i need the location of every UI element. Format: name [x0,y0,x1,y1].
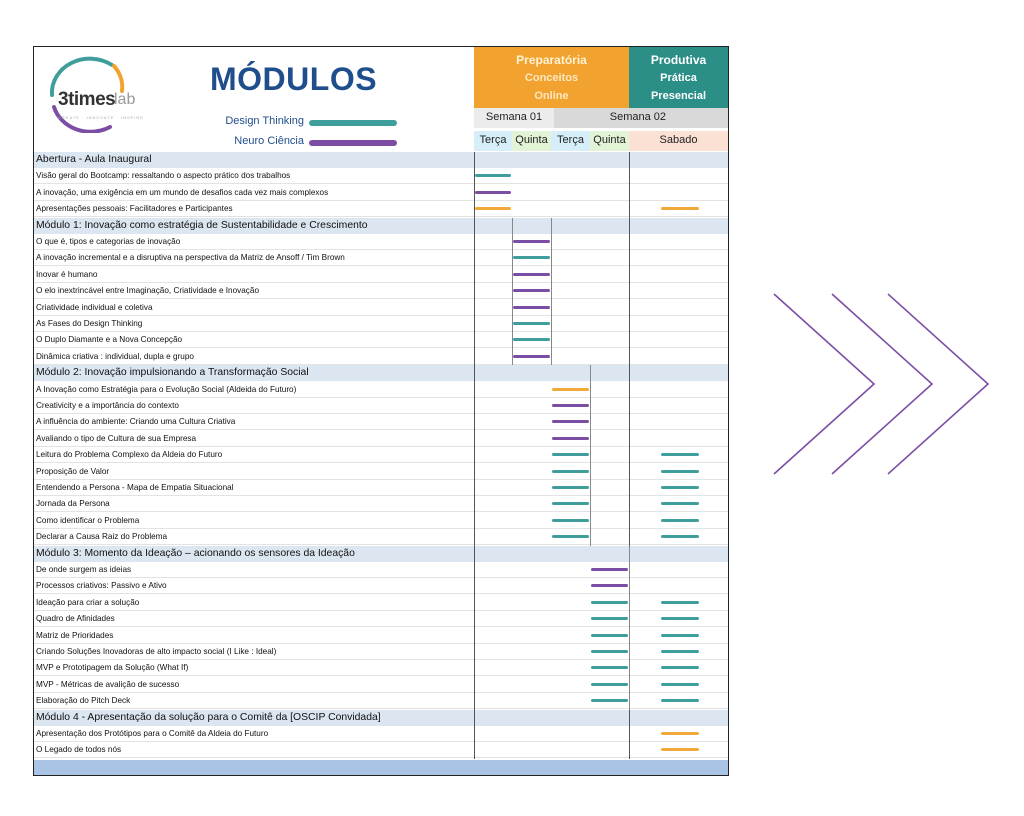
schedule-bar [661,486,699,489]
logo-text: 3times [58,89,116,110]
schedule-bar [661,683,699,686]
table-row [34,283,728,299]
activity-label: Avaliando o tipo de Cultura de sua Empresa [36,433,197,443]
column-divider [590,365,591,545]
schedule-bar [552,486,589,489]
logo-tagline: CREATE · INNOVATE · INSPIRE [58,115,144,120]
table-row [34,628,728,644]
table-row [34,644,728,660]
page-title: MÓDULOS [210,61,378,97]
schedule-bar [552,388,589,391]
activity-label: Apresentação dos Protótipos para o Comitê da Aldeia do Futuro [36,729,269,738]
activity-label: Visão geral do Bootcamp: ressaltando o aspecto prático dos trabalhos [36,171,291,181]
activity-label: A Inovação como Estratégia para o Evolução Social (Aldeida do Futuro) [36,384,297,394]
activity-label: De onde surgem as ideias [36,565,132,574]
activity-label: Elaboração do Pitch Deck [36,696,131,706]
schedule-bar [591,601,628,604]
schedule-bar [661,634,699,637]
table-row [34,349,728,365]
column-divider [551,218,552,366]
activity-label: Matriz de Prioridades [36,630,114,640]
schedule-bar [513,338,550,341]
schedule-bar [591,634,628,637]
table-row [34,300,728,316]
phase-prod-line2: Prática [660,72,697,84]
logo-suffix: lab [114,91,136,108]
table-row [34,185,728,201]
day-sabado: Sabado [629,131,728,151]
week-01-header: Semana 01 [474,108,554,128]
phase-produtiva [629,47,728,108]
schedule-bar [591,568,628,571]
table-row [34,496,728,512]
table-row [34,677,728,693]
section-row [34,546,728,562]
table-row [34,201,728,217]
table-row [34,529,728,545]
schedule-bar [661,617,699,620]
table-row [34,414,728,430]
activity-label: O Duplo Diamante e a Nova Concepção [36,335,183,345]
activity-label: Como identificar o Problema [36,515,140,525]
schedule-bar [552,420,589,423]
section-row [34,710,728,726]
activity-label: A inovação incremental e a disruptiva na perspectiva da Matriz de Ansoff / Tim Brown [36,253,345,263]
schedule-bar [661,470,699,473]
sheet-footer-bar [34,760,728,775]
table-row [34,578,728,594]
modules-schedule-sheet [33,46,729,776]
schedule-bar [661,453,699,456]
activity-label: Criando Soluções Inovadoras de alto impacto social (I Like : Ideal) [36,647,277,656]
day-quinta-2: Quinta [590,131,629,151]
activity-label: Entendendo a Persona - Mapa de Empatia Situacional [36,483,234,492]
schedule-bar [552,502,589,505]
activity-label: O elo inextrincável entre Imaginação, Criatividade e Inovação [36,286,260,296]
chevrons-decoration [770,290,1000,480]
schedule-bar [591,666,628,669]
phase-prod-line3: Presencial [650,90,707,102]
activity-label: Criatividade individual e coletiva [36,302,153,312]
schedule-bar [661,650,699,653]
activity-label: MVP e Prototipagem da Solução (What If) [36,663,189,673]
activity-label: Dinâmica criativa : individual, dupla e grupo [36,351,194,361]
schedule-bar [513,355,550,358]
schedule-bar [661,601,699,604]
column-divider [474,152,475,759]
activity-label: As Fases do Design Thinking [36,319,143,328]
schedule-bar [513,256,550,259]
phase-prod-line1: Produtiva [650,53,707,67]
table-row [34,693,728,709]
section-row [34,218,728,234]
schedule-bar [552,453,589,456]
day-terca-2: Terça [551,131,590,151]
section-row [34,365,728,381]
section-title: Módulo 2: Inovação impulsionando a Transformação Social [36,367,309,379]
schedule-bar [513,273,550,276]
table-row [34,447,728,463]
table-row [34,431,728,447]
day-quinta-1: Quinta [512,131,551,151]
activity-label: Apresentações pessoais: Facilitadores e Participantes [36,204,233,214]
activity-label: MVP - Métricas de avalição de sucesso [36,679,180,689]
table-row [34,660,728,676]
activity-label: A inovação, uma exigência em um mundo de desafios cada vez mais complexos [36,187,329,197]
schedule-bar [513,306,550,309]
section-title: Módulo 1: Inovação como estratégia de Sustentabilidade e Crescimento [36,219,368,231]
table-row [34,611,728,627]
table-row [34,562,728,578]
logo [40,55,148,133]
schedule-bar [661,666,699,669]
schedule-bar [513,240,550,243]
schedule-bar [513,289,550,292]
table-row [34,267,728,283]
table-row [34,480,728,496]
section-title: Módulo 4 - Apresentação da solução para o Comitê da [OSCIP Convidada] [36,711,381,723]
schedule-bar [513,322,550,325]
schedule-bar [591,584,628,587]
section-title: Abertura - Aula Inaugural [36,154,152,165]
activity-label: Declarar a Causa Raiz do Problema [36,532,168,542]
activity-label: Creativicity e a importância do contexto [36,401,179,410]
schedule-bar [661,699,699,702]
section-title: Módulo 3: Momento da Ideação – acionando os sensores da Ideação [36,547,355,559]
week-02-header: Semana 02 [554,108,728,128]
table-row [34,513,728,529]
schedule-bar [661,207,699,210]
schedule-bar [552,535,589,538]
table-row [34,234,728,250]
table-row [34,464,728,480]
activity-label: Proposição de Valor [36,466,110,476]
legend-label-design-thinking: Design Thinking [225,115,304,127]
activity-label: Quadro de Afinidades [36,614,115,624]
table-row [34,332,728,348]
chevron-1-icon [774,294,874,474]
section-row [34,152,728,168]
schedule-bar [591,699,628,702]
phase-prep-line2: Conceitos [524,72,579,84]
schedule-bar [552,404,589,407]
activity-label: O Legado de todos nós [36,745,122,755]
phase-prep-line3: Online [534,90,569,102]
phase-preparatoria [474,47,629,108]
schedule-bar [475,207,511,210]
schedule-bar [661,535,699,538]
schedule-bar [661,502,699,505]
schedule-bar [591,617,628,620]
schedule-bar [591,683,628,686]
schedule-bar [475,174,511,177]
activity-label: O que é, tipos e categorias de inovação [36,237,181,246]
legend-label-neuro-ciencia: Neuro Ciência [234,135,304,147]
schedule-bar [661,748,699,751]
table-row [34,726,728,742]
schedule-bar [661,732,699,735]
activity-label: Processos criativos: Passivo e Ativo [36,581,167,591]
schedule-bar [552,437,589,440]
activity-label: Leitura do Problema Complexo da Aldeia do Futuro [36,450,223,460]
activity-label: Ideação para criar a solução [36,597,140,607]
activity-label: Jornada da Persona [36,499,110,509]
schedule-bar [552,519,589,522]
table-row [34,168,728,184]
legend-bar-neuro-ciencia [309,140,397,146]
table-row [34,382,728,398]
table-row [34,742,728,758]
schedule-bar [591,650,628,653]
schedule-bar [475,191,511,194]
table-row [34,316,728,332]
table-row [34,595,728,611]
phase-prep-line1: Preparatória [516,53,587,67]
table-row [34,250,728,266]
column-divider [629,546,630,710]
table-row [34,398,728,414]
activity-label: A influência do ambiente: Criando uma Cultura Criativa [36,417,236,427]
sheet-header [34,47,728,152]
schedule-bar [552,470,589,473]
schedule-bar [661,519,699,522]
chevron-3-icon [888,294,988,474]
activity-label: Inovar é humano [36,269,98,279]
legend-bar-design-thinking [309,120,397,126]
day-terca-1: Terça [474,131,512,151]
column-divider [512,218,513,366]
